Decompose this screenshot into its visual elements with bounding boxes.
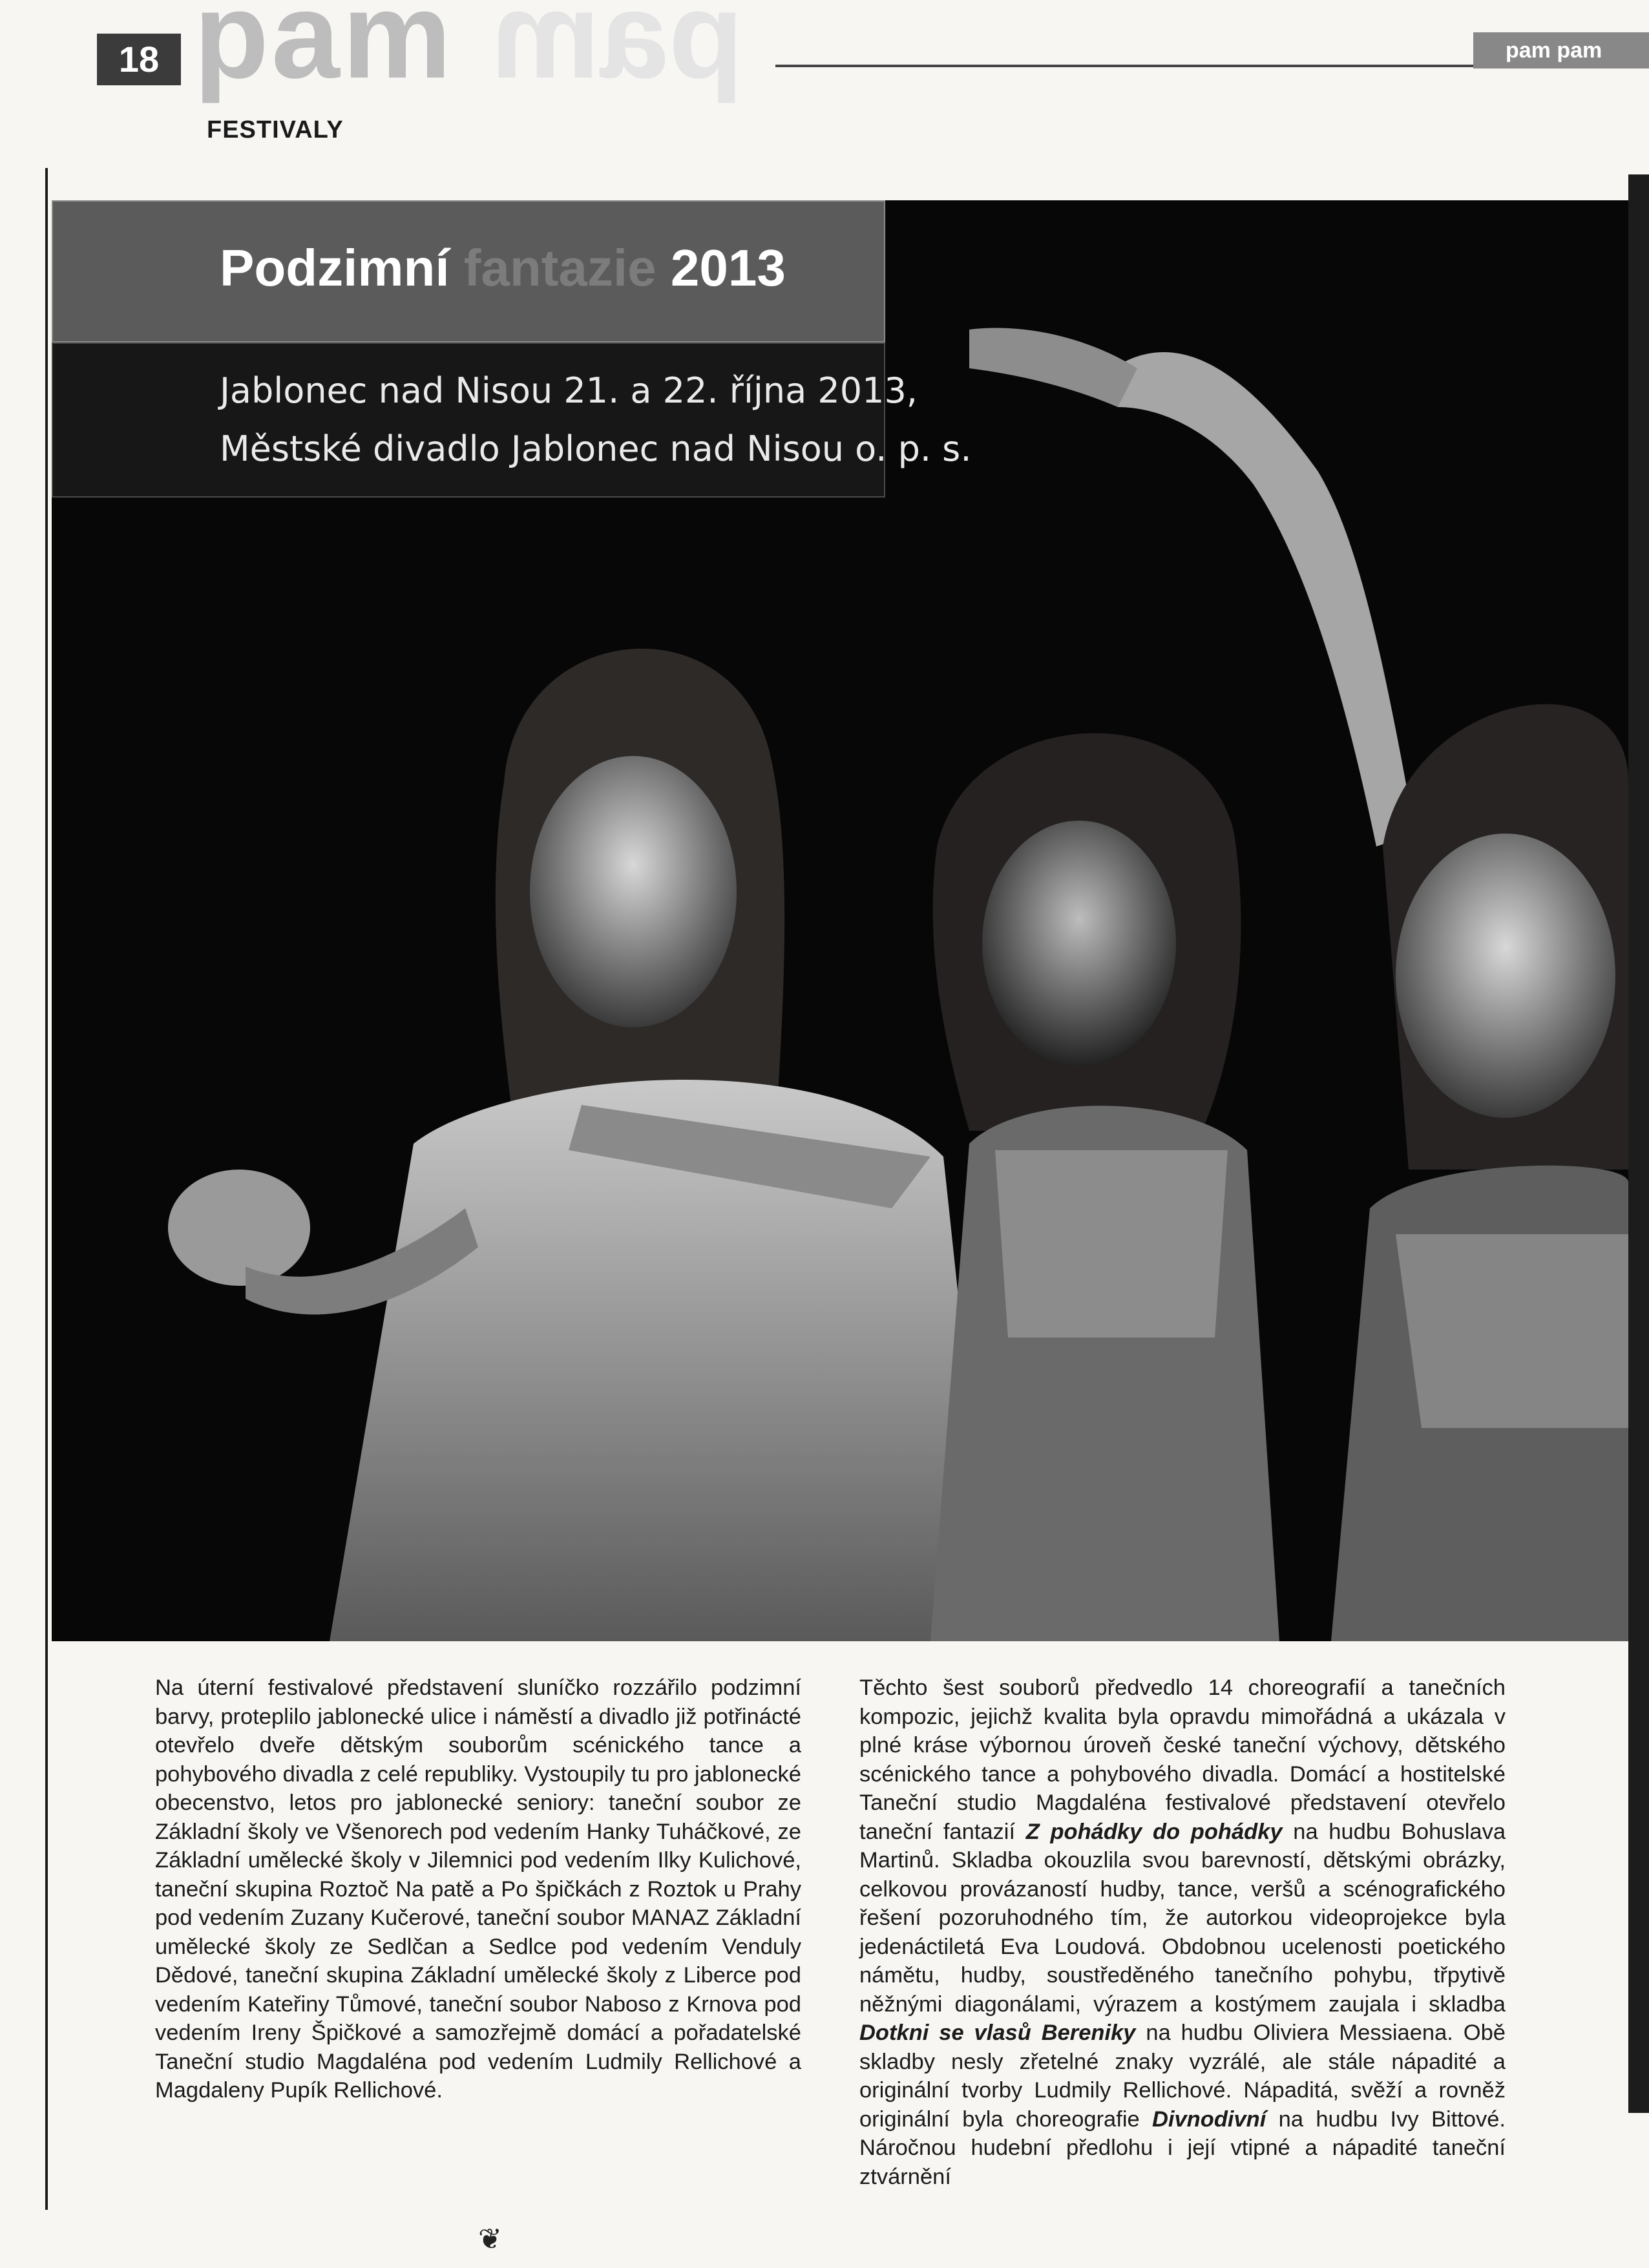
left-column-text: Na úterní festivalové představení sluníčko rozzářilo podzimní barvy, proteplilo jablonecké ulice i náměstí a divadlo již potřinácté otevřelo dveře dětským souborům scénického tance a pohybového divadla z celé republiky. Vystoupily tu pro jablonecké obecenstvo, letos pro jablonecké seniory: taneční soubor ze Základní školy ve Všenorech pod vedením Hanky Tuháčkové, ze Základní umělecké školy v Jilemnici pod vedením Ilky Kulichové, taneční skupina Roztoč Na patě a Po špičkách z Roztok u Prahy pod vedením Zuzany Kučerové, taneční soubor MANAZ Základní umělecké školy ze Sedlčan a Sedlce pod vedením Venduly Dědové, taneční skupina Základní umělecké školy z Liberce pod vedením Kateřiny Tůmové, taneční soubor Naboso z Krnova pod vedením Ireny Špičkové a samozřejmě domácí a pořadatelské Taneční studio Magdaléna pod vedením Ludmily Rellichové a Magdaleny Pupík Rellichové. xyxy=(155,1675,801,2103)
masthead xyxy=(0,0,1649,104)
right-column-text xyxy=(859,1674,1506,2191)
page-number: 18 xyxy=(97,34,181,85)
ornament-icon: ❦ xyxy=(478,2223,502,2255)
article-column-left xyxy=(155,1674,801,2105)
right-edge-bar xyxy=(1628,174,1649,2113)
left-margin-rule xyxy=(45,168,48,2210)
right-text-3: na hudbu Oliviera Messiaena. Obě skladby nesly zřetelné znaky vyzrálé, ale stále nápadité a originální tvorby Ludmily Rellichové. Nápaditá, svěží a rovněž originální byla choreografie xyxy=(859,2021,1506,2132)
title-part2: fantazie xyxy=(463,239,656,297)
section-label: FESTIVALY xyxy=(207,116,344,143)
brand-logo: pam xyxy=(194,0,454,104)
brand-logo-mirrored: pam xyxy=(491,0,744,104)
article-title xyxy=(220,236,786,300)
subtitle-line-2: Městské divadlo Jablonec nad Nisou o. p. s. xyxy=(220,428,972,469)
subtitle-line-1: Jablonec nad Nisou 21. a 22. října 2013, xyxy=(220,370,918,411)
article-column-right xyxy=(859,1674,1506,2191)
subtitle-box xyxy=(52,342,885,498)
right-bold-3: Divnodivní xyxy=(1152,2106,1266,2132)
right-bold-2: Dotkni se vlasů Bereniky xyxy=(859,2021,1136,2045)
right-text-2: na hudbu Bohuslava Martinů. Skladba okouzlila svou barevností, dětskými obrázky, celkovou provázaností hudby, tance, veršů a scénografického řešení pozoruhodného tím, že autorkou videoprojekce byla jedenáctiletá Eva Loudová. Obdobnou ucelenosti poetického námětu, hudby, soustředěného tanečního pohybu, třpytivě něžnými diagonálami, výrazem a kostýmem zaujala i skladba xyxy=(859,1819,1506,2017)
title-part3: 2013 xyxy=(670,239,786,297)
right-bold-1: Z pohádky do pohádky xyxy=(1025,1819,1283,1844)
title-part1: Podzimní xyxy=(220,239,450,297)
running-head: pam pam xyxy=(1506,38,1602,63)
right-text-1: Těchto šest souborů předvedlo 14 choreografií a tanečních kompozic, jejichž kvalita byla opravdu mimořádná a ukázala v plné kráse výbornou úroveň české taneční výchovy, dětského scénického tance a pohybového divadla. Domácí a hostitelské Taneční studio Magdaléna festivalové představení otevřelo taneční fantazií xyxy=(859,1675,1506,1844)
right-text-4: na hudbu Ivy Bittové. Náročnou hudební předlohu i její vtipné a nápadité taneční ztvárnění xyxy=(859,2106,1506,2189)
